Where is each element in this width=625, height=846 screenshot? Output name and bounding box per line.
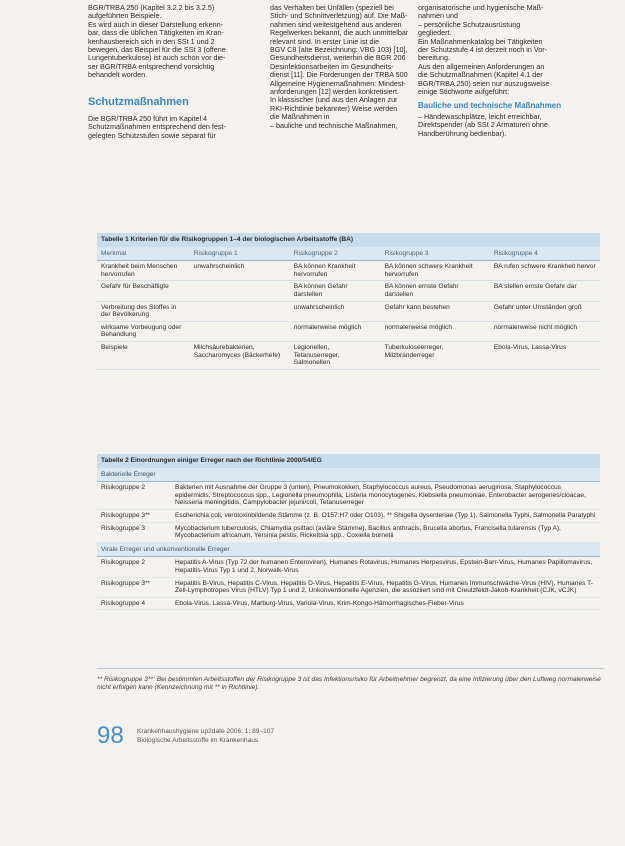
table-row [97,302,600,322]
table-cell: Tuberkuloseerreger, Milzbranderreger [384,343,444,359]
table-row [97,281,600,301]
text-line: Aus den allgemeinen Anforderungen an [418,61,545,71]
risk-group-cell: Risikogruppe 3** [101,511,151,519]
table-caption: Tabelle 1 Kriterien für die Risikogruppen 1–4 der biologischen Arbeitsstoffe (BA) [97,233,600,247]
section-header: Bakterielle Erreger [97,468,600,483]
table-cell: unwahrscheinlich [293,303,345,311]
table-cell: unwahrscheinlich [193,263,245,271]
text-line: Direktspender (ab SSt 2 Armaturen ohne [418,120,548,130]
table-cell: Milchsäurebakterien, Saccharomyces (Bäckerhefe) [193,343,281,359]
table-cell: BA rufen schwere Krankheit hervor [493,263,596,271]
text-line: Allgemeine Hygienemaßnahmen: Mindest- [270,78,406,88]
section-header: Virale Erreger und unkonventionelle Erreger [97,543,600,558]
text-line: – Händewaschplätze, leicht erreichbar, [418,111,542,121]
table-cell: BA können schwere Krankheit hervorrufen [384,263,473,278]
section-heading: Schutzmaßnahmen [88,95,189,108]
text-line: Ein Maßnahmenkatalog bei Tätigkeiten [418,36,543,46]
text-line: die Schutzmaßnahmen (Kapitel 4.1 der [418,70,543,80]
text-line: behandelt worden. [88,70,148,80]
text-line: Handberührung bedienbar). [418,128,507,138]
table-footnote: ** Risikogruppe 3**: Bei bestimmten Arbeitsstoffen der Risikogruppe 3 ist das Infektionsrisiko für Arbeitnehmer begrenzt, da eine Infizierung über den Luftweg normalerweise nicht erfolgen kann (Kennzeichnung mit ** in Richtlinie). [97,668,604,692]
text-column-3 [418,4,596,138]
table-cell [190,302,290,321]
table-cell: BA können ernste Gefahr darstellen [384,283,459,298]
text-line: RKI-Richtlinie bekannter) Weise werden [270,103,398,113]
table-cell: BA können Gefahr darstellen [293,283,348,298]
text-line: Stich- und Schnittverletzung) auf. Die Maß- [270,11,408,21]
text-line: Lungentuberkulose) ist auch schon vor die- [88,53,226,63]
table-body [97,468,600,611]
text-line: dienst [11]. Die Forderungen der TRBA 500 [270,70,408,80]
table-row [97,557,600,577]
text-line: organisatorische und hygienische Maß- [418,3,544,12]
risk-group-cell: Risikogruppe 4 [101,599,145,607]
table-row [97,342,600,370]
pathogen-list-cell: Bakterien mit Ausnahme der Gruppe 3 (unten), Pneumokokken, Staphylococcus aureus, Pseudomonas aeruginosa, Staphylococcus epidermidis, Streptococcus spp., Legionella pneumophila, Listeria monocytogenes, Klebsiella pneumoniae, Enterobacter aerogenes/cloacae, Neisseria meningitidis, Campylobacter jejuni/coli, Tetanuserreger [175,484,586,507]
table-cell: Gefahr für Beschäftigte [101,283,169,291]
text-line: – persönliche Schutzausrüstung [418,19,521,29]
article-title: Biologische Arbeitsstoffe im Krankenhaus [137,737,259,744]
text-line: BGR/TRBA 250 (Kapitel 3.2.2 bis 3.2.5) [88,3,215,12]
col2-paragraph [270,4,410,130]
col3-paragraph [418,4,596,96]
journal-citation: Krankenhaushygiene up2date 2006; 1: 89–107 [137,728,275,735]
table-body [97,261,600,370]
risk-group-cell: Risikogruppe 3 [101,524,145,532]
text-line: BGR/TRBA 250) seien nur auszugsweise [418,78,550,88]
table-cell: BA stellen ernste Gefahr dar [493,283,577,291]
text-line: das Verhalten bei Unfällen (speziell bei [270,3,394,12]
col3-paragraph-2 [418,113,596,138]
table-cell: Beispiele [101,343,128,351]
table-cell: normalerweise nicht möglich [493,323,578,331]
pathogen-list-cell: Mycobacterium tuberculosis, Chlamydia psittaci (aviäre Stämme), Bacillus anthracis, Brucella abortus, Francisella tularensis (Typ A), Mycobacterium africanum, Yersinia pestis, Rickettsia spp., Coxiella burnetii [175,524,561,540]
text-line: Die BGR/TRBA 250 führt im Kapitel 4 [88,114,208,124]
text-line: nahmen und [418,11,458,21]
pathogen-list-cell: Ebola-Virus, Lassa-Virus, Marburg-Virus, Variola-Virus, Krim-Kongo-Hämorrhagisches-Fieber-Virus [175,599,464,607]
pathogen-list-cell: Escherichia coli, verotoxinbildende Stämme (z. B. O157:H7 oder O103), ** Shigella dysenteriae (Typ 1), Salmonella Typhi, Salmonella Paratyphi [175,511,596,519]
risk-group-cell: Risikogruppe 3** [101,579,151,587]
text-line: Es wird auch in dieser Darstellung erkenn- [88,19,224,29]
text-line: relevant sind. In erster Linie ist die [270,36,380,46]
table-row [97,322,600,342]
table-caption: Tabelle 2 Einordnungen einiger Erreger nach der Richtlinie 2000/54/EG [97,454,600,468]
text-line: bewegen, das Beispiel für die SSt 3 (offene [88,45,226,55]
page-footer [97,722,517,752]
text-line: bereitung. [418,53,450,63]
table-row [97,598,600,611]
text-line: In klassischer (und aus den Anlagen zur [270,95,398,105]
table-row [97,578,600,598]
text-column-1 [88,4,256,140]
table-cell: Legionellen, Tetanuserreger, Salmonellen [293,343,340,367]
table-cell: Gefahr unter Umständen groß [493,303,582,311]
table-cell: Krankheit beim Menschen hervorrufen [101,263,178,278]
table-cell [190,322,290,341]
column-header: Merkmal [101,249,127,257]
table-row [97,482,600,510]
text-line: gegliedert. [418,28,452,38]
text-line: einige Stichworte aufgeführt: [418,87,510,97]
table-header [97,247,600,262]
risk-group-cell: Risikogruppe 2 [101,559,145,567]
table-cell: Ebola-Virus, Lassa-Virus [493,343,567,351]
table-row [97,510,600,523]
column-header: Risikogruppe 1 [193,249,238,257]
text-line: die Maßnahmen in [270,112,330,122]
text-line: bar, dass die üblichen Tätigkeiten im Kran- [88,28,224,38]
text-line: gelegten Schutzstufen sowie separat für [88,130,216,140]
text-line: – bauliche und technische Maßnahmen, [270,120,398,130]
text-line: kenhausbereich sich in den SSt 1 und 2 [88,36,215,46]
table-cell [190,281,290,300]
pathogen-list-cell: Hepatitis B-Virus, Hepatitis C-Virus, Hepatitis D-Virus, Hepatitis E-Virus, Hepatitis G-Virus, Humanes Immunschwäche-Virus (HIV), Humanes T-Zell-Lymphotropes Virus (HTLV) Typ 1 und 2, Unkonventionelle Agenzien, die assoziiert sind mit Creutzfeldt-Jakob-Krankheit (CJK, vCJK) [175,579,593,595]
subsection-heading: Bauliche und technische Maßnahmen [418,101,562,111]
text-column-2 [270,4,410,130]
table-cell: normalerweise möglich [384,323,453,331]
table-cell: wirksame Vorbeugung oder Behandlung [101,323,182,339]
table-cell: normalerweise möglich [293,323,362,331]
text-line: BGV C8 (alte Bezeichnung: VBG 103) [10], [270,45,408,55]
text-line: nahmen sind weitestgehend aus anderen [270,19,402,29]
column-header: Risikogruppe 2 [293,249,338,257]
col1-paragraph [88,4,256,80]
table-1 [97,233,600,370]
text-line: ser BGR/TRBA entsprechend vorsichtig [88,61,215,71]
table-cell: Verbreitung des Stoffes in der Bevölkerung [101,303,177,319]
text-line: Gesundheitsdienst, weiterhin die BGR 206 [270,53,406,63]
table-2 [97,454,600,610]
table-row [97,261,600,281]
text-line: Regelwerken bekannt, die auch unmittelbar [270,28,409,38]
text-line: aufgeführten Beispiele. [88,11,162,21]
text-line: der Schutzstufe 4 ist derzeit noch in Vor- [418,45,548,55]
text-line: Desinfektionsarbeiten im Gesundheits- [270,61,394,71]
col1-paragraph-2 [88,115,256,140]
table-cell: BA können Krankheit hervorrufen [293,263,356,278]
column-header: Risikogruppe 4 [493,249,538,257]
text-line: anforderungen [12] werden konkretisiert. [270,87,400,97]
page-number: 98 [97,722,124,749]
pathogen-list-cell: Hepatitis A-Virus (Typ 72 der humanen Enteroviren), Humanes Rotavirus, Humanes Herpesvirus, Epstein-Barr-Virus, Humanes Papillomavirus, Hepatitis-Virus Typ 1 und 2, Norwalk-Virus [175,559,593,574]
table-row [97,523,600,543]
column-header: Risikogruppe 3 [384,249,429,257]
text-line: Schutzmaßnahmen entsprechend den fest- [88,122,226,132]
risk-group-cell: Risikogruppe 2 [101,484,145,492]
table-cell: Gefahr kann bestehen [384,303,450,311]
